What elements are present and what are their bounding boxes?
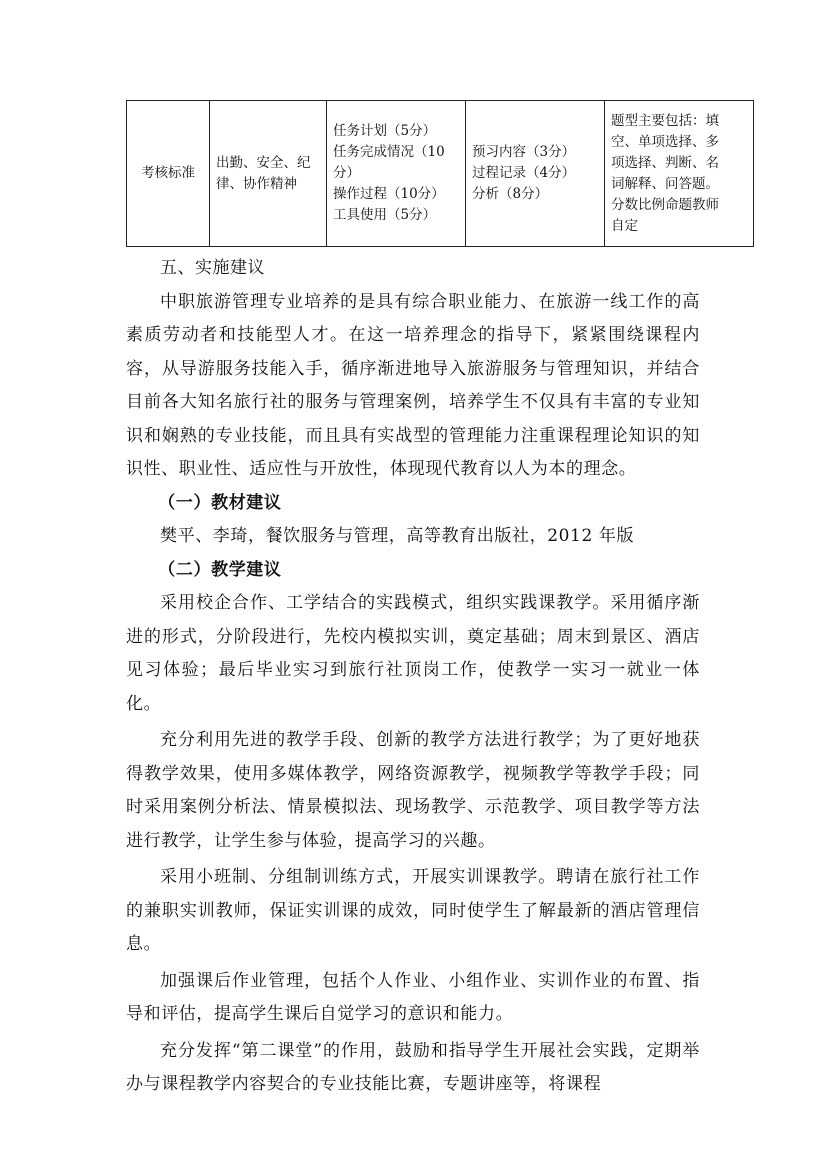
cell-line: 项选择、判断、名 bbox=[611, 154, 719, 171]
table-row bbox=[127, 101, 754, 247]
cell-line: 词解释、问答题。 bbox=[611, 175, 719, 192]
row-label: 考核标准 bbox=[141, 165, 195, 181]
table-cell-attendance bbox=[210, 101, 327, 247]
cell-line: 自定 bbox=[611, 217, 638, 234]
cell-line: 题型主要包括：填 bbox=[611, 112, 719, 129]
teaching-paragraph: 加强课后作业管理，包括个人作业、小组作业、实训作业的布置、指导和评估，提高学生课后自觉学习的意识和能力。 bbox=[126, 970, 700, 1024]
cell-line: 操作过程（10分） bbox=[333, 186, 445, 202]
cell-line: 分析（8分） bbox=[472, 186, 549, 202]
cell-line: 分） bbox=[333, 165, 360, 181]
document-body bbox=[126, 252, 700, 1102]
cell-line: 过程记录（4分） bbox=[472, 165, 576, 181]
intro-paragraph: 中职旅游管理专业培养的是具有综合职业能力、在旅游一线工作的高素质劳动者和技能型人才。在这一培养理念的指导下，紧紧围绕课程内容，从导游服务技能入手，循序渐进地导入旅游服务与管理知识，并结合目前各大知名旅行社的服务与管理案例，培养学生不仅具有丰富的专业知识和娴熟的专业技能，而且具有实战型的管理能力注重课程理论知识的知识性、职业性、适应性与开放性，体现现代教育以人为本的理念。 bbox=[126, 291, 700, 479]
table-cell-exam bbox=[605, 101, 754, 247]
cell-line: 任务计划（5分） bbox=[333, 123, 437, 139]
textbook-heading: （一）教材建议 bbox=[158, 492, 282, 513]
table-cell-label bbox=[127, 101, 210, 247]
section-heading: 五、实施建议 bbox=[160, 258, 265, 278]
textbook-paragraph: 樊平、李琦，餐饮服务与管理，高等教育出版社，2012 年版 bbox=[160, 526, 635, 546]
table-cell-report bbox=[466, 101, 605, 247]
assessment-table bbox=[126, 100, 754, 247]
teaching-paragraph: 采用小班制、分组制训练方式，开展实训课教学。聘请在旅行社工作的兼职实训教师，保证实训课的成效，同时使学生了解最新的酒店管理信息。 bbox=[126, 867, 700, 954]
cell-line: 空、单项选择、多 bbox=[611, 133, 719, 150]
cell-line: 任务完成情况（10 bbox=[333, 144, 445, 160]
teaching-paragraph: 充分利用先进的教学手段、创新的教学方法进行教学；为了更好地获得教学效果，使用多媒体教学，网络资源教学，视频教学等教学手段；同时采用案例分析法、情景模拟法、现场教学、示范教学、项目教学等方法进行教学，让学生参与体验，提高学习的兴趣。 bbox=[126, 730, 700, 851]
teaching-paragraph: 充分发挥“第二课堂”的作用，鼓励和指导学生开展社会实践，定期举办与课程教学内容契合的专业技能比赛，专题讲座等，将课程 bbox=[126, 1040, 700, 1094]
cell-line: 预习内容（3分） bbox=[472, 144, 576, 160]
teaching-paragraph: 采用校企合作、工学结合的实践模式，组织实践课教学。采用循序渐进的形式，分阶段进行，先校内模拟实训，奠定基础；周末到景区、酒店见习体验；最后毕业实习到旅行社顶岗工作，使教学一实习一就业一体化。 bbox=[126, 593, 700, 714]
cell-line: 分数比例命题教师 bbox=[611, 196, 719, 213]
table-cell-task bbox=[327, 101, 466, 247]
cell-line: 出勤、安全、纪 bbox=[216, 154, 311, 171]
teaching-heading: （二）教学建议 bbox=[158, 559, 282, 580]
cell-line: 工具使用（5分） bbox=[333, 207, 437, 223]
cell-line: 律、协作精神 bbox=[216, 175, 297, 192]
